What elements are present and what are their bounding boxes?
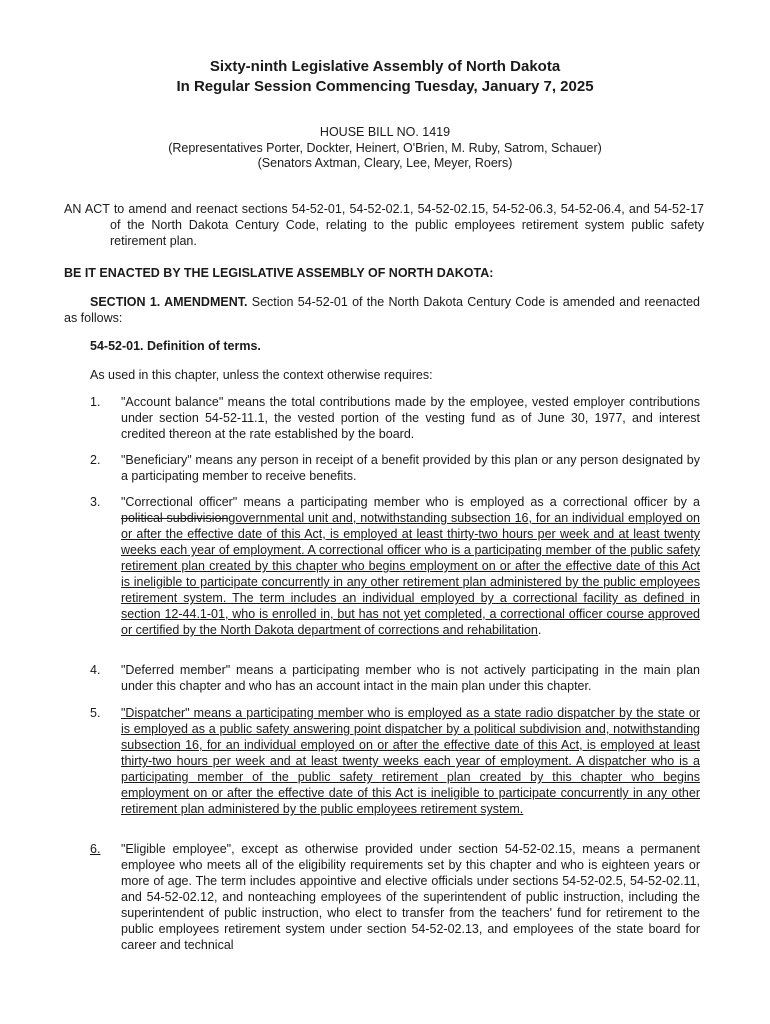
item-text-end: . [537, 623, 542, 637]
inserted-text: governmental unit and, notwithstanding subsection 16, for an individual employed on or after the effective date of this Act, is employed at least thirty-two hours per week and at least twenty weeks each year of employment. A correctional officer who is a participating member of the public safety retirement plan created by this chapter who begins employment on or after the effective date of this Act is ineligible to participate concurrently in any other retirement plan administered by the public employees retirement system. The term includes an individual employed by a correctional facility as defined in section 12-44.1-01, who is enrolled in, but has not yet completed, a correctional officer course approved or certified by the North Dakota department of corrections and rehabilitation [121, 511, 700, 637]
act-title: AN ACT to amend and reenact sections 54-52-01, 54-52-02.1, 54-52-02.15, 54-52-06.3, 54-52-06.4, and 54-52-17 of the North Dakota Century Code, relating to the public employees retirement system public safety retirement plan. [64, 202, 704, 248]
bill-number: HOUSE BILL NO. 1419 [319, 125, 451, 139]
item-text: "Deferred member" means a participating member who is not actively participating in the main plan under this chapter and who has an account intact in the main plan under this chapter. [121, 663, 700, 693]
definition-item [90, 452, 700, 484]
item-text: "Account balance" means the total contributions made by the employee, vested employer contributions under section 54-52-11.1, the vested portion of the vesting fund as of June 30, 1977, and interest credited thereon at the rate established by the board. [121, 395, 700, 441]
item-number: 5. [90, 706, 101, 720]
session-title: In Regular Session Commencing Tuesday, January 7, 2025 [176, 78, 594, 95]
item-number: 6. [90, 842, 101, 856]
sponsors-senators: (Senators Axtman, Cleary, Lee, Meyer, Roers) [257, 156, 513, 170]
definition-item [90, 394, 700, 442]
enacting-clause: BE IT ENACTED BY THE LEGISLATIVE ASSEMBLY OF NORTH DAKOTA: [64, 266, 494, 280]
item-number: 1. [90, 395, 101, 409]
definition-item [90, 662, 700, 694]
deleted-text: political subdivision [121, 511, 229, 525]
item-number: 4. [90, 663, 101, 677]
definition-item [90, 841, 700, 953]
item-text [121, 494, 700, 638]
item-number: 3. [90, 495, 101, 509]
section-1-heading: SECTION 1. AMENDMENT. [90, 295, 248, 309]
definition-heading: 54-52-01. Definition of terms. [90, 339, 261, 353]
definition-item [90, 494, 700, 638]
item-number: 2. [90, 453, 101, 467]
as-used-clause: As used in this chapter, unless the context otherwise requires: [90, 368, 433, 382]
assembly-title: Sixty-ninth Legislative Assembly of North Dakota [209, 58, 561, 75]
definition-item [90, 705, 700, 817]
section-1-paragraph [64, 294, 700, 326]
item-text: "Beneficiary" means any person in receipt of a benefit provided by this plan or any person designated by a participating member to receive benefits. [121, 453, 700, 483]
section-1-text: Section 54-52-01 of the North Dakota Century Code is amended and reenacted as follows: [64, 295, 700, 325]
item-text-start: "Correctional officer" means a participating member who is employed as a correctional officer by a [121, 495, 700, 509]
item-text: "Eligible employee", except as otherwise provided under section 54-52-02.15, means a permanent employee who meets all of the eligibility requirements set by this chapter and who is eighteen years or more of age. The term includes appointive and elective officials under sections 54-52-02.5, 54-52-02.11, and 54-52-02.12, and nonteaching employees of the superintendent of public instruction, including the superintendent of public instruction, who elect to transfer from the teachers' fund for retirement to the public employees retirement system under section 54-52-02.13, and employees of the state board for career and technical [121, 842, 700, 952]
item-text [121, 705, 700, 817]
inserted-text: "Dispatcher" means a participating member who is employed as a state radio dispatcher by the state or is employed as a public safety answering point dispatcher by a political subdivision and, notwithstanding subsection 16, for an individual employed on or after the effective date of this Act, is employed at least thirty-two hours per week and at least twenty weeks each year of employment. A dispatcher who is a participating member of the public safety retirement plan created by this chapter who begins employment on or after the effective date of this Act is ineligible to participate concurrently in any other retirement plan administered by the public employees retirement system. [121, 706, 700, 816]
sponsors-representatives: (Representatives Porter, Dockter, Heinert, O'Brien, M. Ruby, Satrom, Schauer) [168, 141, 602, 155]
